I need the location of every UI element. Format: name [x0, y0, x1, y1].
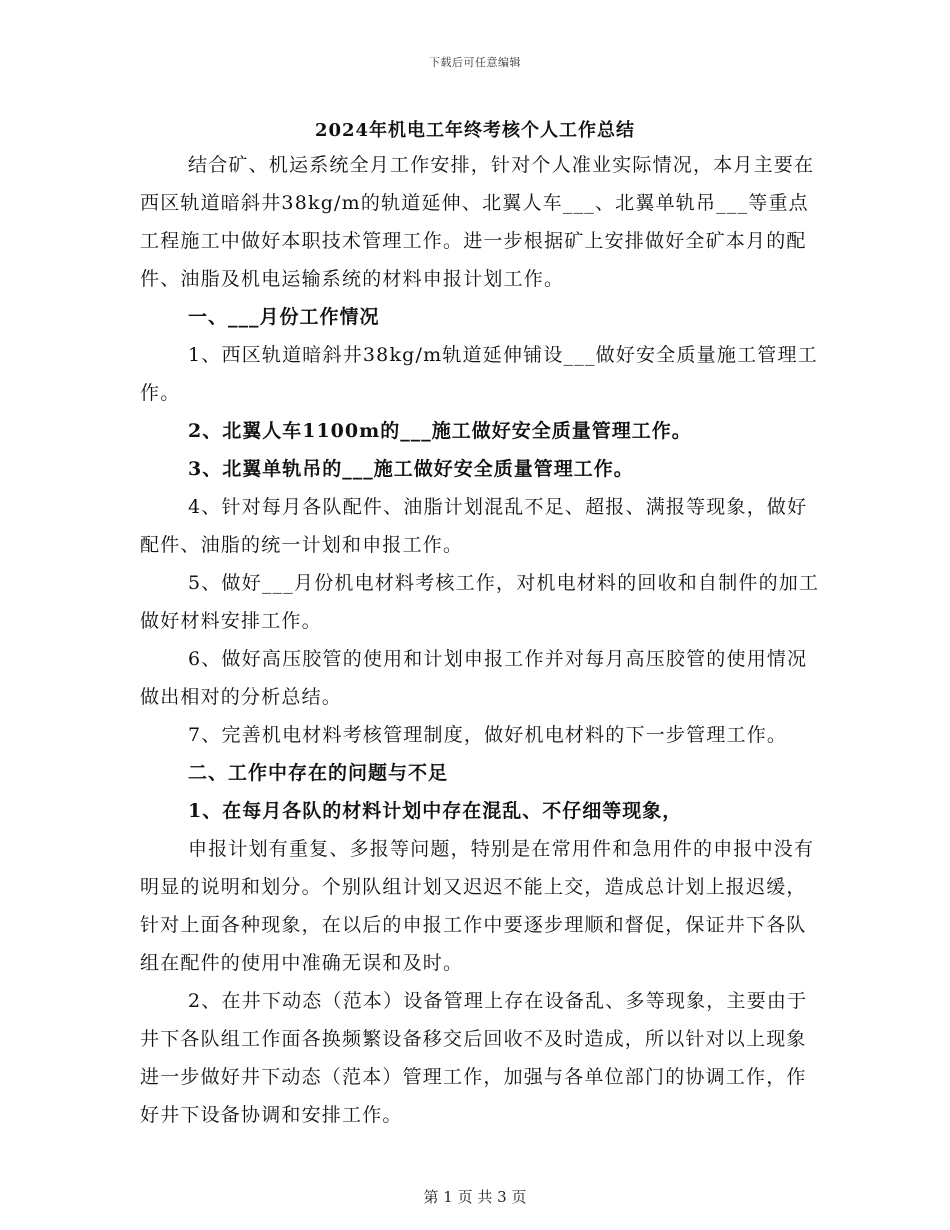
list-item: 5、做好___月份机电材料考核工作，对机电材料的回收和自制件的加工做好材料安排工作。	[140, 572, 820, 632]
section-heading-2: 二、工作中存在的问题与不足	[188, 762, 449, 784]
list-item: 7、完善机电材料考核管理制度，做好机电材料的下一步管理工作。	[188, 724, 788, 746]
list-item: 1、在每月各队的材料计划中存在混乱、不仔细等现象，	[188, 800, 683, 822]
page-number: 第 1 页 共 3 页	[423, 1188, 527, 1206]
intro-paragraph: 结合矿、机运系统全月工作安排，针对个人准业实际情况，本月主要在西区轨道暗斜井38kg/m的轨道延伸、北翼人车___、北翼单轨吊___等重点工程施工中做好本职技术管理工作。进一步根据矿上安排做好全矿本月的配件、油脂及机电运输系统的材料申报计划工作。	[140, 154, 815, 290]
list-item: 6、做好高压胶管的使用和计划申报工作并对每月高压胶管的使用情况做出相对的分析总结。	[140, 648, 808, 708]
page-header: 下载后可任意编辑	[429, 56, 521, 69]
document-title: 2024年机电工年终考核个人工作总结	[314, 120, 636, 141]
list-item: 4、针对每月各队配件、油脂计划混乱不足、超报、满报等现象，做好配件、油脂的统一计划和申报工作。	[140, 496, 808, 556]
body-paragraph: 申报计划有重复、多报等问题，特别是在常用件和急用件的申报中没有明显的说明和划分。个别队组计划又迟迟不能上交，造成总计划上报迟缓，针对上面各种现象，在以后的申报工作中要逐步理顺和督促，保证井下各队组在配件的使用中准确无误和及时。	[140, 838, 815, 974]
list-item: 3、北翼单轨吊的___施工做好安全质量管理工作。	[188, 458, 634, 480]
list-item: 2、在井下动态（范本）设备管理上存在设备乱、多等现象，主要由于井下各队组工作面各换频繁设备移交后回收不及时造成，所以针对以上现象进一步做好井下动态（范本）管理工作，加强与各单位部门的协调工作，作好井下设备协调和安排工作。	[140, 990, 808, 1126]
list-item: 1、西区轨道暗斜井38kg/m轨道延伸铺设___做好安全质量施工管理工作。	[140, 344, 818, 404]
section-heading-1: 一、___月份工作情况	[188, 306, 380, 328]
document-body	[140, 146, 820, 1134]
list-item: 2、北翼人车1100m的___施工做好安全质量管理工作。	[188, 420, 692, 442]
